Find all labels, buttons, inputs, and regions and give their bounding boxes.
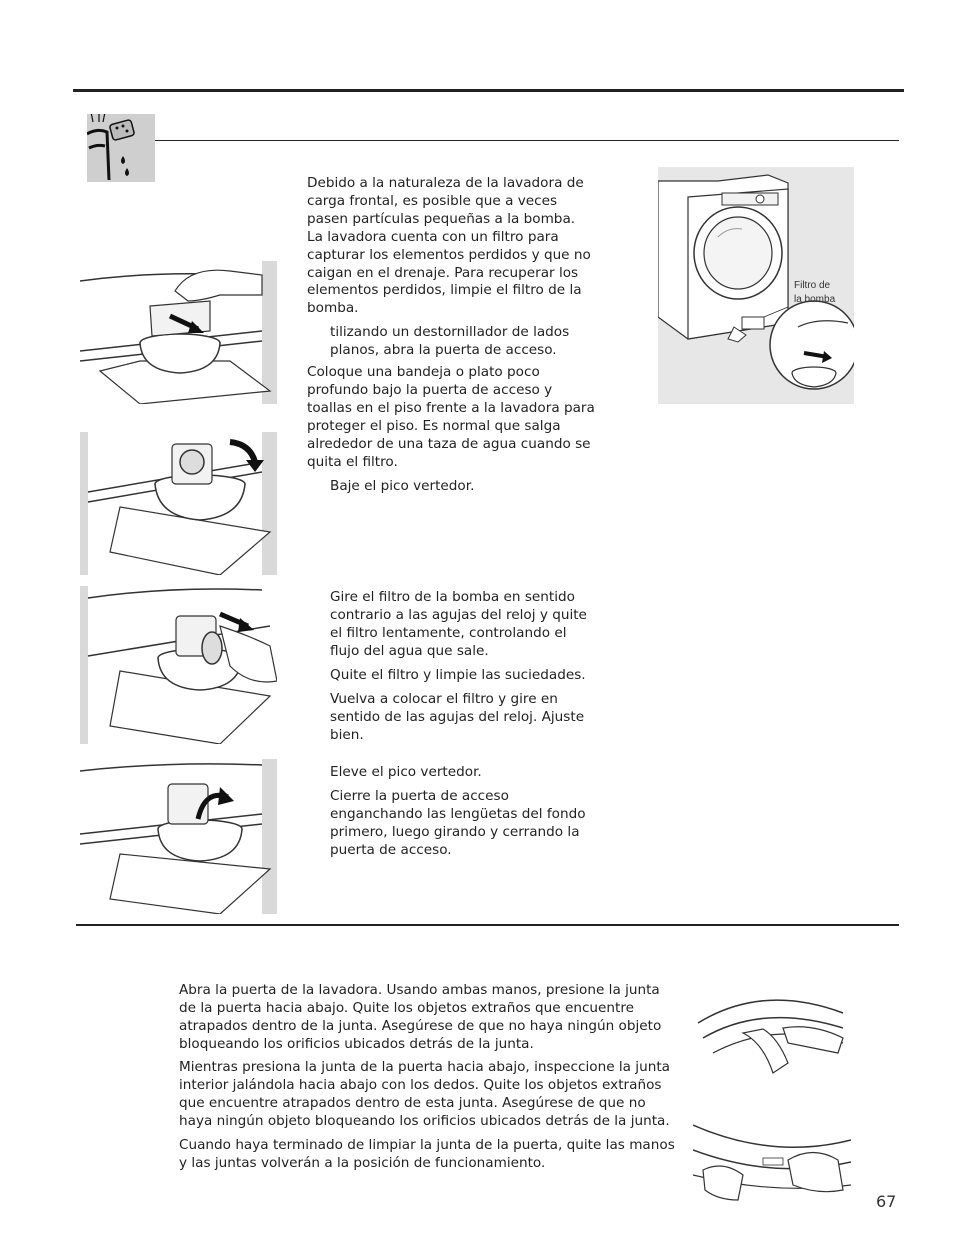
page-number: 67 [876,1192,897,1211]
step-3: Baje el pico vertedor. [330,478,475,494]
step-1: tilizando un destornillador de lados planos, abra la puerta de acceso. [330,324,570,358]
intro-paragraph: Debido a la naturaleza de la lavadora de carga frontal, es posible que a veces pasen partículas pequeñas a la bomba. La lavadora cuenta con un filtro para capturar los elementos perdidos y que no caigan en el drenaje. Para recuperar los elementos perdidos, limpie el filtro de la bomba. [307,175,591,317]
gasket-paragraph-2: Mientras presiona la junta de la puerta hacia abajo, inspeccione la junta interior jalándola hacia abajo con los dedos. Quite los objetos extraños que encuentre atrapados dentro de esta junta. Asegúrese de que no haya ningún objeto bloqueando los orificios ubicados detrás de la junta. [179,1059,670,1129]
step-5: Quite el filtro y limpie las suciedades. [330,667,586,683]
bottom-section-rule [76,924,899,926]
gasket-paragraph-3: Cuando haya terminado de limpiar la junta de la puerta, quite las manos y las juntas volverán a la posición de funcionamiento. [179,1137,675,1171]
inner-gasket-pull-illustration [693,1100,851,1205]
step-2: Coloque una bandeja o plato poco profundo bajo la puerta de acceso y toallas en el piso frente a la lavadora para proteger el piso. Es normal que salga alrededor de una taza de agua cuando se quita el filtro. [307,364,595,470]
lower-spout-illustration [80,432,277,575]
remove-filter-illustration [80,586,277,744]
washer-drip-sponge-icon [87,114,155,182]
step-6: Vuelva a colocar el filtro y gire en sentido de las agujas del reloj. Ajuste bien. [330,691,585,743]
pump-filter-label-line1: Filtro de [794,280,831,291]
open-access-door-illustration [80,261,277,404]
raise-spout-illustration [80,759,277,914]
section-rule [155,140,899,141]
pump-filter-label-line2: la bomba [794,294,836,305]
step-4: Gire el filtro de la bomba en sentido contrario a las agujas del reloj y quite el filtro lentamente, controlando el flujo del agua que sale. [330,589,587,659]
step-7: Eleve el pico vertedor. [330,764,482,780]
door-gasket-press-illustration [693,993,851,1090]
washer-pump-filter-illustration [658,167,854,404]
gasket-paragraph-1: Abra la puerta de la lavadora. Usando ambas manos, presione la junta de la puerta hacia abajo. Quite los objetos extraños que encuentre atrapados dentro de la junta. Asegúrese de que no haya ningún objeto bloqueando los orificios ubicados detrás de la junta. [179,982,662,1052]
top-rule [73,89,904,92]
step-8: Cierre la puerta de acceso enganchando las lengüetas del fondo primero, luego girando y cerrando la puerta de acceso. [330,788,586,858]
